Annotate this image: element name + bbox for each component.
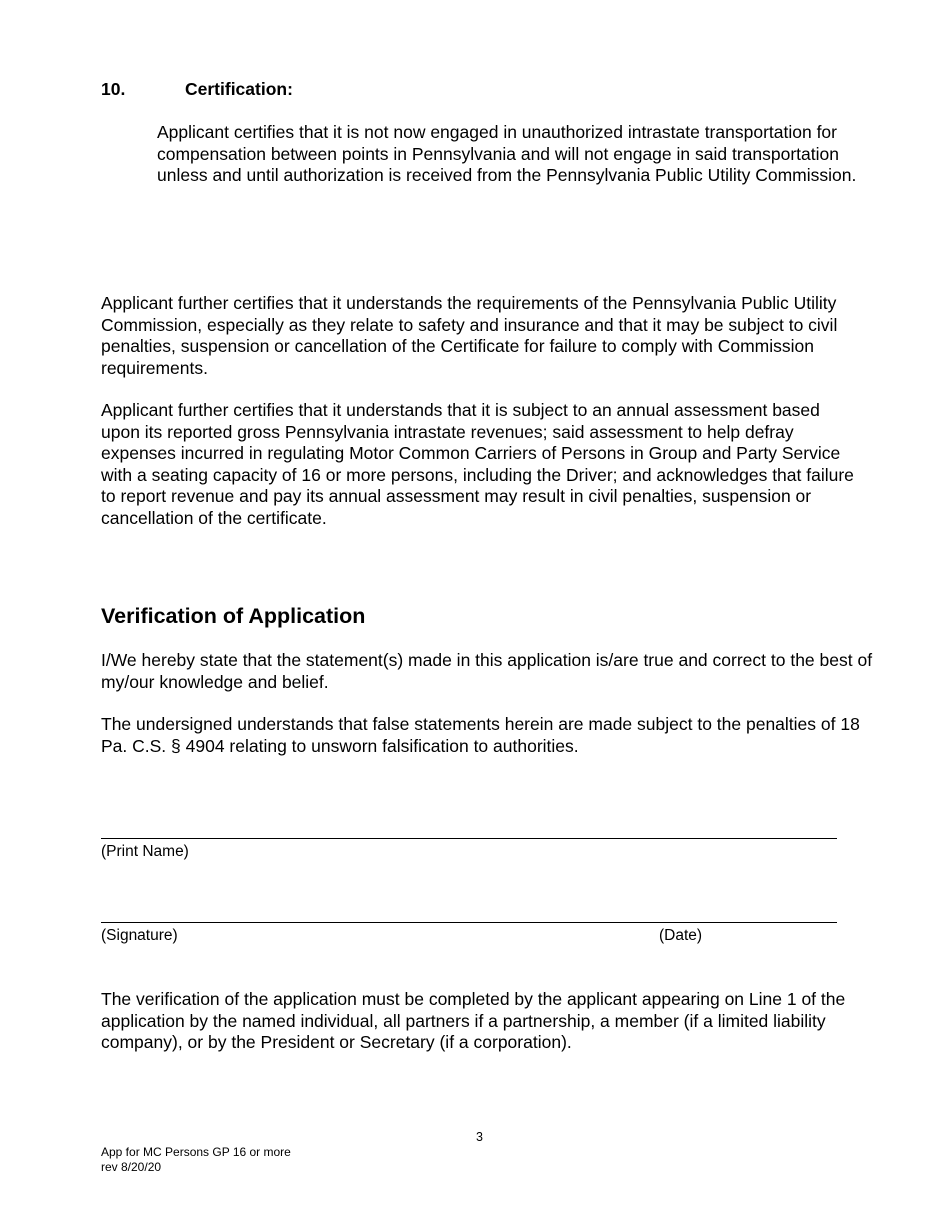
date-label: (Date) [659, 927, 703, 944]
print-name-label: (Print Name) [101, 843, 189, 860]
signature-label: (Signature) [101, 927, 178, 944]
certification-paragraph-requirements: Applicant further certifies that it understands the requirements of the Pennsylvania Public Utility Commission, especially as they relate to safety and insurance and that it may be subject to civil penalties, suspension or cancellation of the Certificate for failure to comply with Commission requirements. [101, 293, 838, 378]
footer [101, 1145, 291, 1174]
section-number: 10. [101, 79, 126, 99]
verification-statement-true: I/We hereby state that the statement(s) made in this application is/are true and correct to the best of my/our knowledge and belief. [101, 650, 873, 692]
verification-title: Verification of Application [101, 604, 366, 628]
verification-instructions: The verification of the application must be completed by the applicant appearing on Line 1 of the application by the named individual, all partners if a partnership, a member (if a limited liability company), or by the President or Secretary (if a corporation). [101, 989, 846, 1052]
page-number: 3 [476, 1130, 483, 1144]
footer-form-name: App for MC Persons GP 16 or more [101, 1145, 291, 1159]
certification-paragraph-unauthorized: Applicant certifies that it is not now engaged in unauthorized intrastate transportation for compensation between points in Pennsylvania and will not engage in said transportation unless and until authorization is received from the Pennsylvania Public Utility Commission. [157, 122, 857, 185]
section-heading [101, 79, 293, 99]
footer-revision: rev 8/20/20 [101, 1159, 162, 1174]
signature-line[interactable] [101, 922, 837, 923]
section-title: Certification: [185, 79, 293, 99]
certification-paragraph-assessment: Applicant further certifies that it understands that it is subject to an annual assessment based upon its reported gross Pennsylvania intrastate revenues; said assessment to help defray expenses incurred in regulating Motor Common Carriers of Persons in Group and Party Service with a seating capacity of 16 or more persons, including the Driver; and acknowledges that failure to report revenue and pay its annual assessment may result in civil penalties, suspension or cancellation of the certificate. [101, 400, 854, 528]
verification-statement-false: The undersigned understands that false statements herein are made subject to the penalties of 18 Pa. C.S. § 4904 relating to unsworn falsification to authorities. [101, 714, 860, 756]
print-name-line[interactable] [101, 838, 837, 839]
